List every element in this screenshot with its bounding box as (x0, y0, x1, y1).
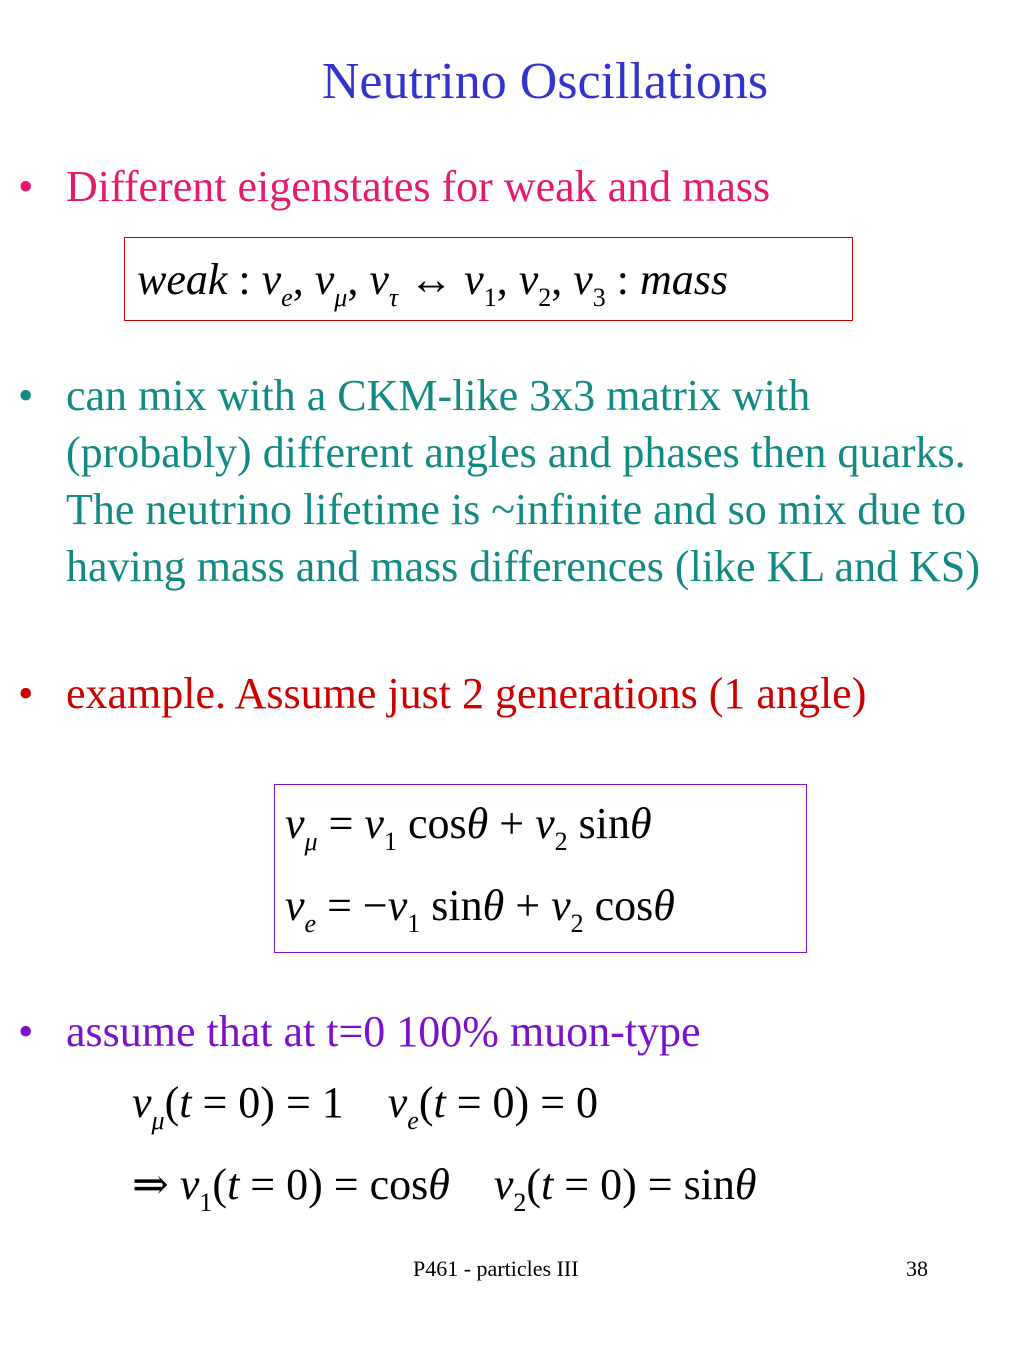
bullet-text: example. Assume just 2 generations (1 angle) (66, 669, 867, 718)
equation-weak-mass: weak : $\nu_e$, $\nu_\mu$, $\nu_\tau$ ↔ $\nu_1$, $\nu_2$, $\nu_3$ : mass (137, 255, 729, 312)
equation-initial-mass: ⇒ $\nu_1(t = 0) = \cos\theta$ $\nu_2(t = 0) = \sin\theta$ (132, 1160, 757, 1217)
bullet-item-two-generations (18, 665, 998, 722)
bullet-marker: • (18, 162, 34, 211)
bullet-text: Different eigenstates for weak and mass (66, 162, 771, 211)
equation-box-mixing (274, 784, 807, 953)
bullet-text: can mix with a CKM-like 3x3 matrix with (probably) different angles and phases then quarks. The neutrino lifetime is ~infinite and so mix due to having mass and mass differences (like KL and KS) (66, 371, 980, 591)
bullet-item-muon-type (18, 1003, 998, 1060)
footer-course-label: P461 - particles III (413, 1256, 579, 1281)
slide-title: Neutrino Oscillations (321, 53, 769, 110)
bullet-item-eigenstates (18, 158, 998, 215)
bullet-text: assume that at t=0 100% muon-type (66, 1007, 701, 1056)
footer-page-number: 38 (906, 1256, 928, 1281)
equation-box-weak-mass (124, 237, 853, 321)
bullet-marker: • (18, 669, 34, 718)
equation-initial-flavor: $\nu_\mu(t = 0) = 1$ $\nu_e(t = 0) = 0$ (132, 1078, 599, 1135)
equation-mixing-mu: $\nu_\mu = \nu_1$ $\cos\theta + \nu_2$ sinθ (285, 799, 652, 856)
bullet-marker: • (18, 1007, 34, 1056)
bullet-marker: • (18, 371, 34, 420)
equation-mixing-e: $\nu_e = -\nu_1$ $\sin\theta + \nu_2$ cosθ (285, 881, 675, 938)
bullet-item-ckm-mixing (18, 367, 998, 595)
